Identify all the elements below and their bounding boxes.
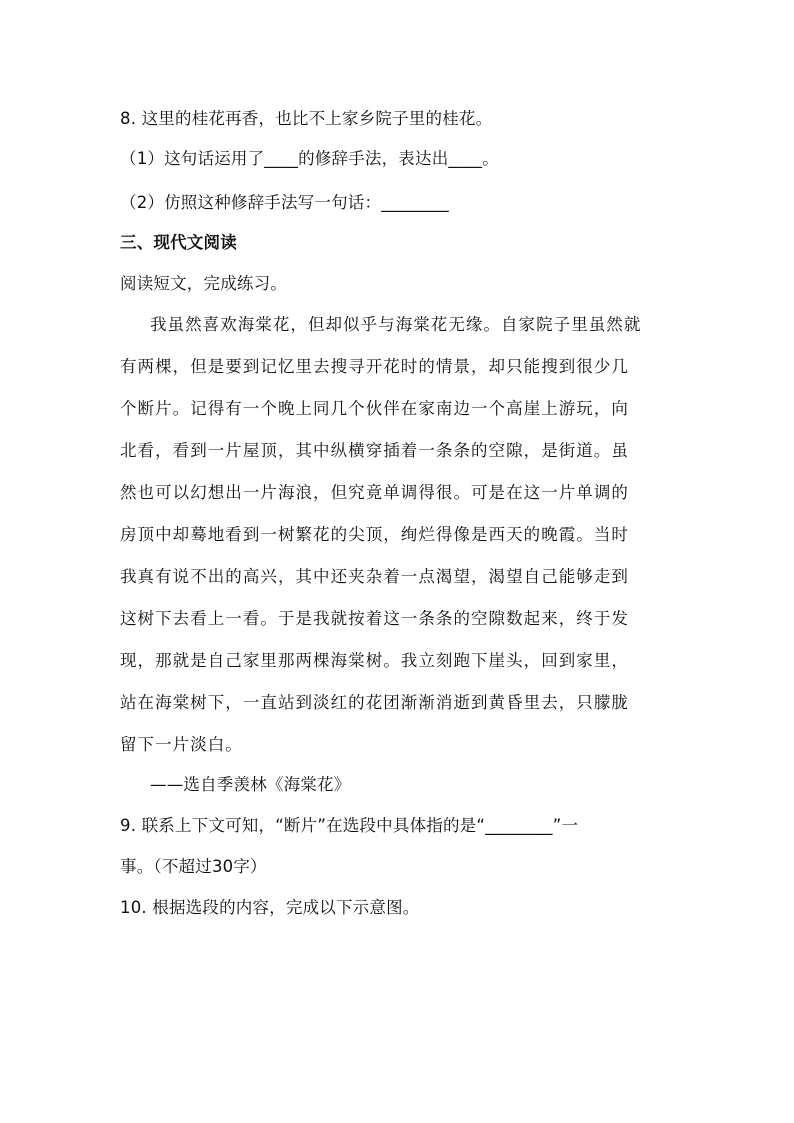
passage-line: 我虽然喜欢海棠花，但却似乎与海棠花无缘。自家院子里虽然就 xyxy=(150,315,642,334)
passage-line: 个断片。记得有一个晚上同几个伙伴在家南边一个高崖上游玩，向 xyxy=(120,399,629,418)
question-9-line-2: 事。（不超过30字） xyxy=(120,857,267,876)
question-9-line-1: 9. 联系上下文可知，“断片”在选段中具体指的是“________”一 xyxy=(120,816,579,835)
passage-line: 北看，看到一片屋顶，其中纵横穿插着一条条的空隙，是街道。虽 xyxy=(120,441,629,460)
passage-source: ——选自季羡林《海棠花》 xyxy=(150,775,351,794)
question-10-stem: 10. 根据选段的内容，完成以下示意图。 xyxy=(120,898,420,917)
passage-line: 现，那就是自己家里那两棵海棠树。我立刻跑下崖头，回到家里， xyxy=(120,651,629,670)
reading-instruction: 阅读短文，完成练习。 xyxy=(120,274,287,293)
passage-line: 站在海棠树下，一直站到淡红的花团渐渐消逝到黄昏里去，只朦胧 xyxy=(120,693,629,712)
question-8-sub-1: （1）这句话运用了____的修辞手法，表达出____。 xyxy=(120,149,499,168)
question-8-sub-2: （2）仿照这种修辞手法写一句话：________ xyxy=(120,193,449,212)
passage-line: 房顶中却蓦地看到一树繁花的尖顶，绚烂得像是西天的晚霞。当时 xyxy=(120,525,629,544)
passage-line: 然也可以幻想出一片海浪，但究竟单调得很。可是在这一片单调的 xyxy=(120,483,629,502)
section-heading: 三、现代文阅读 xyxy=(120,233,237,252)
passage-line: 我真有说不出的高兴，其中还夹杂着一点渴望，渴望自己能够走到 xyxy=(120,567,629,586)
passage-line: 留下一片淡白。 xyxy=(120,735,243,754)
question-8-stem: 8. 这里的桂花再香，也比不上家乡院子里的桂花。 xyxy=(120,109,493,128)
passage-line: 有两棵，但是要到记忆里去搜寻开花时的情景，却只能搜到很少几 xyxy=(120,357,629,376)
passage-line: 这树下去看上一看。于是我就按着这一条条的空隙数起来，终于发 xyxy=(120,609,629,628)
